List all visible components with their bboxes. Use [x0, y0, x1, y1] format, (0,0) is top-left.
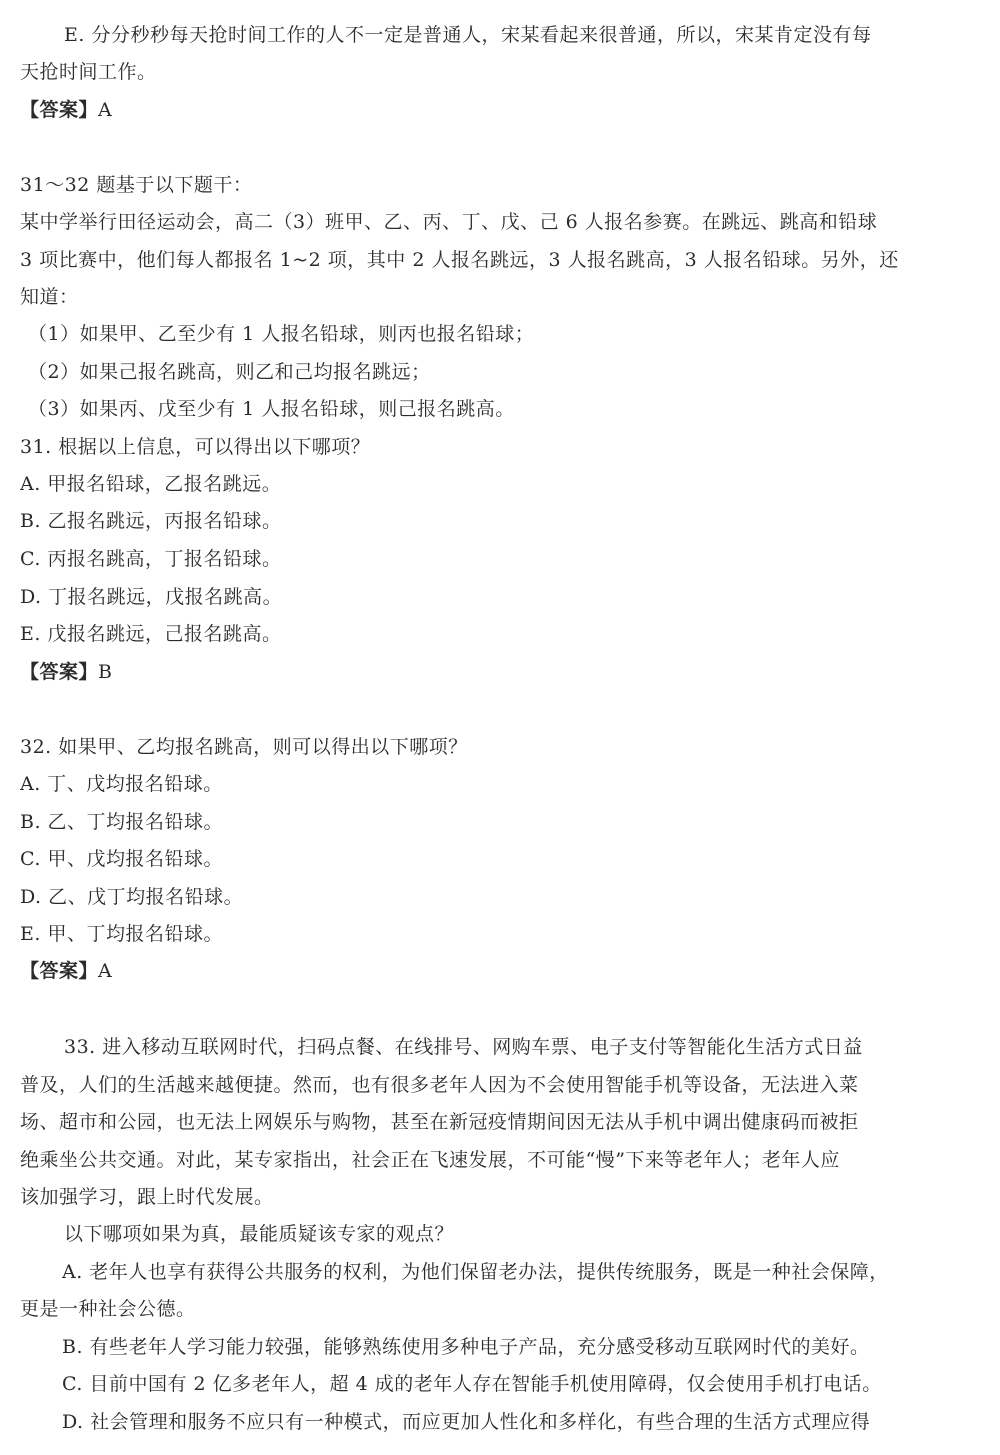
q31-option-e: E. 戊报名跳远，己报名跳高。 — [20, 623, 282, 645]
group-stem-line1: 某中学举行田径运动会，高二（3）班甲、乙、丙、丁、戊、己 6 人报名参赛。在跳远、跳高和铅球 — [20, 211, 878, 233]
q33-stem-line4: 绝乘坐公共交通。对此，某专家指出，社会正在飞速发展，不可能“慢”下来等老年人；老年人应 — [20, 1149, 840, 1171]
q32-option-b: B. 乙、丁均报名铅球。 — [20, 811, 224, 833]
q33-stem-line5: 该加强学习，跟上时代发展。 — [20, 1186, 274, 1208]
prev-option-e-line1: E. 分分秒秒每天抢时间工作的人不一定是普通人，宋某看起来很普通，所以，宋某肯定没有每 — [64, 24, 872, 46]
answer-label: 【答案】 — [20, 661, 99, 683]
answer-label: 【答案】 — [20, 99, 99, 121]
q32-answer — [20, 958, 970, 984]
q33-prompt: 以下哪项如果为真，最能质疑该专家的观点？ — [64, 1223, 455, 1245]
q33-option-c: C. 目前中国有 2 亿多老年人，超 4 成的老年人存在智能手机使用障碍，仅会使用手机打电话。 — [62, 1373, 882, 1395]
group-stem-line3: 知道： — [20, 286, 79, 308]
q32-option-c: C. 甲、戊均报名铅球。 — [20, 848, 223, 870]
q32-option-e: E. 甲、丁均报名铅球。 — [20, 923, 223, 945]
q33-stem-line3: 场、超市和公园，也无法上网娱乐与购物，甚至在新冠疫情期间因无法从手机中调出健康码而被拒 — [20, 1111, 859, 1133]
q31-option-c: C. 丙报名跳高，丁报名铅球。 — [20, 548, 282, 570]
q33-option-b: B. 有些老年人学习能力较强，能够熟练使用多种电子产品，充分感受移动互联网时代的美好。 — [62, 1336, 870, 1358]
prev-answer — [20, 97, 970, 123]
condition-3: （3）如果丙、戊至少有 1 人报名铅球，则己报名跳高。 — [28, 398, 515, 420]
group-heading: 31～32 题基于以下题干： — [20, 174, 253, 196]
q33-stem-line1: 33. 进入移动互联网时代，扫码点餐、在线排号、网购车票、电子支付等智能化生活方式日益 — [64, 1036, 863, 1058]
condition-2: （2）如果己报名跳高，则乙和己均报名跳远； — [28, 361, 431, 383]
q33-option-d: D. 社会管理和服务不应只有一种模式，而应更加人性化和多样化，有些合理的生活方式理应得 — [62, 1411, 871, 1433]
group-stem-line2: 3 项比赛中，他们每人都报名 1~2 项，其中 2 人报名跳远，3 人报名跳高，3 人报名铅球。另外，还 — [20, 249, 899, 271]
prev-option-e-line2: 天抢时间工作。 — [20, 61, 157, 83]
q32-question: 32. 如果甲、乙均报名跳高，则可以得出以下哪项？ — [20, 736, 468, 758]
q32-option-a: A. 丁、戊均报名铅球。 — [20, 773, 223, 795]
q33-option-a-line1: A. 老年人也享有获得公共服务的权利，为他们保留老办法，提供传统服务，既是一种社会保障， — [62, 1261, 889, 1283]
q32-option-d: D. 乙、戊丁均报名铅球。 — [20, 886, 244, 908]
q31-question: 31. 根据以上信息，可以得出以下哪项？ — [20, 436, 371, 458]
answer-value: A — [98, 99, 113, 121]
q31-option-d: D. 丁报名跳远，戊报名跳高。 — [20, 586, 283, 608]
q33-option-a-line2: 更是一种社会公德。 — [20, 1298, 196, 1320]
answer-label: 【答案】 — [20, 960, 99, 982]
q31-option-a: A. 甲报名铅球，乙报名跳远。 — [20, 473, 282, 495]
condition-1: （1）如果甲、乙至少有 1 人报名铅球，则丙也报名铅球； — [28, 323, 535, 345]
answer-value: A — [98, 960, 113, 982]
q31-option-b: B. 乙报名跳远，丙报名铅球。 — [20, 510, 282, 532]
q33-stem-line2: 普及，人们的生活越来越便捷。然而，也有很多老年人因为不会使用智能手机等设备，无法进入菜 — [20, 1074, 859, 1096]
answer-value: B — [98, 661, 113, 683]
q31-answer — [20, 659, 970, 685]
